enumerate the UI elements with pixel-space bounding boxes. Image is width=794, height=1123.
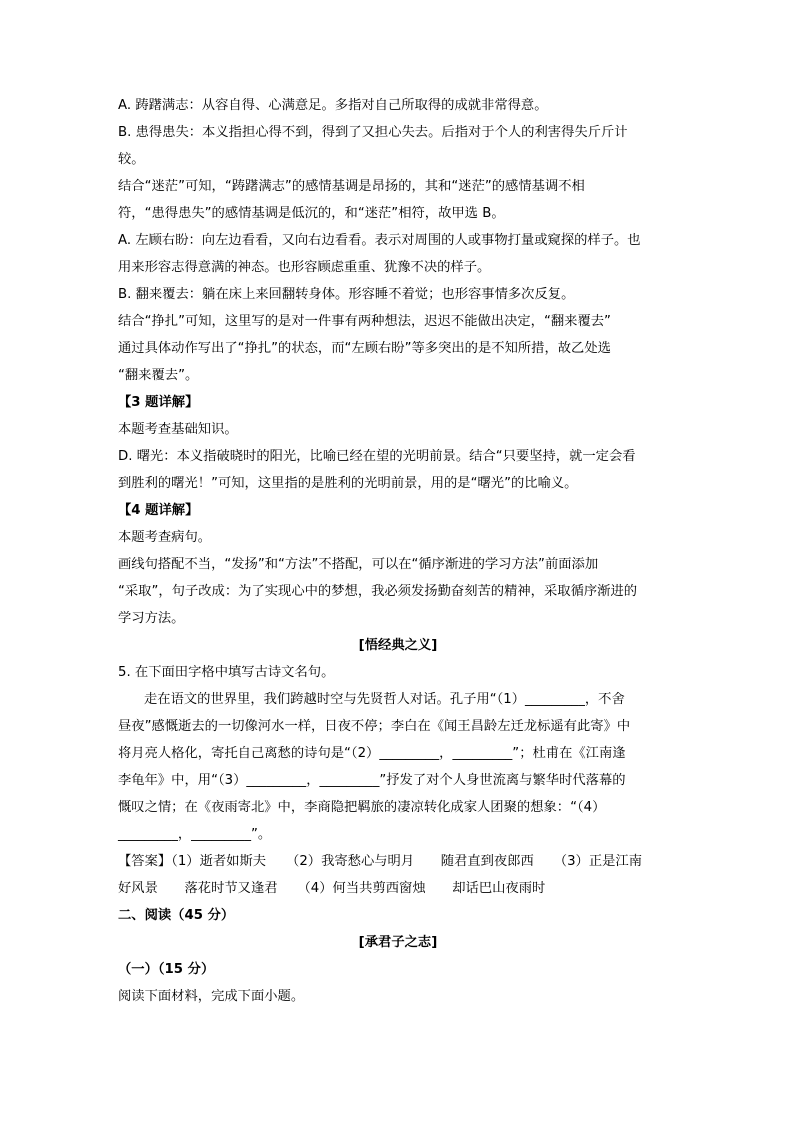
text-line: 较。 [118, 152, 145, 167]
text-line: 结合“迷茫”可知，“踌躇满志”的感情基调是昂扬的，其和“迷茫”的感情基调不相 [118, 179, 585, 194]
part-two-heading: 二、阅读（45 分） [118, 908, 235, 923]
text-line: D. 曙光：本义指破晓时的阳光，比喻已经在望的光明前景。结合“只要坚持，就一定会看 [118, 449, 636, 464]
text-line: 阅读下面材料，完成下面小题。 [118, 989, 305, 1004]
text-line: 将月亮人格化，寄托自己离愁的诗句是“（2）_________，_________”；杜甫在《江南逢 [118, 746, 626, 761]
text-line: “采取”，句子改成：为了实现心中的梦想，我必须发扬勤奋刻苦的精神，采取循序渐进的 [118, 584, 638, 599]
text-line: B. 患得患失：本义指担心得不到，得到了又担心失去。后指对于个人的利害得失斤斤计 [118, 125, 628, 140]
text-line: 本题考查病句。 [118, 530, 212, 545]
text-line: 慨叹之情；在《夜雨寄北》中，李商隐把羁旅的凄凉转化成家人团聚的想象：“（4） [118, 800, 606, 815]
text-line: 通过具体动作写出了“挣扎”的状态，而“左顾右盼”等多突出的是不知所措，故乙处选 [118, 341, 611, 356]
text-line: 本题考查基础知识。 [118, 422, 238, 437]
text-line: 走在语文的世界里，我们跨越时空与先贤哲人对话。孔子用“（1）_________，不舍 [144, 692, 625, 707]
text-line: 李龟年》中，用“（3）_________，_________”抒发了对个人身世流离与繁华时代落幕的 [118, 773, 626, 788]
text-line: 学习方法。 [118, 611, 185, 626]
section-heading-q3: 【3 题详解】 [118, 395, 199, 410]
text-line: 符，“患得患失”的感情基调是低沉的，和“迷茫”相符，故甲选 B。 [118, 206, 505, 221]
section-title-classics: [悟经典之义] [358, 638, 438, 653]
section-title-junzi: [承君子之志] [358, 935, 438, 950]
text-line: “翻来覆去”。 [118, 368, 199, 383]
section-heading-q4: 【4 题详解】 [118, 503, 199, 518]
answer-line: 【答案】（1）逝者如斯夫 （2）我寄愁心与明月 随君直到夜郎西 （3）正是江南 [118, 854, 643, 869]
subsection-heading: （一）（15 分） [118, 962, 215, 977]
text-line: 结合“挣扎”可知，这里写的是对一件事有两种想法，迟迟不能做出决定，“翻来覆去” [118, 314, 611, 329]
text-line: B. 翻来覆去：躺在床上来回翻转身体。形容睡不着觉；也形容事情多次反复。 [118, 287, 575, 302]
question-5-prompt: 5. 在下面田字格中填写古诗文名句。 [118, 665, 335, 680]
text-line: 到胜利的曙光！”可知，这里指的是胜利的光明前景，用的是“曙光”的比喻义。 [118, 476, 578, 491]
text-line: 昼夜”感慨逝去的一切像河水一样，日夜不停；李白在《闻王昌龄左迁龙标遥有此寄》中 [118, 719, 631, 734]
document-body [118, 92, 678, 1010]
text-line: A. 踌躇满志：从容自得、心满意足。多指对自己所取得的成就非常得意。 [118, 98, 548, 113]
text-line: 画线句搭配不当，“发扬”和“方法”不搭配，可以在“循序渐进的学习方法”前面添加 [118, 557, 599, 572]
text-line: 用来形容志得意满的神态。也形容顾虑重重、犹豫不决的样子。 [118, 260, 491, 275]
text-line: A. 左顾右盼：向左边看看，又向右边看看。表示对周围的人或事物打量或窥探的样子。也 [118, 233, 641, 248]
text-line: _________，_________”。 [118, 827, 272, 842]
answer-line: 好风景 落花时节又逢君 （4）何当共剪西窗烛 却话巴山夜雨时 [118, 881, 546, 896]
